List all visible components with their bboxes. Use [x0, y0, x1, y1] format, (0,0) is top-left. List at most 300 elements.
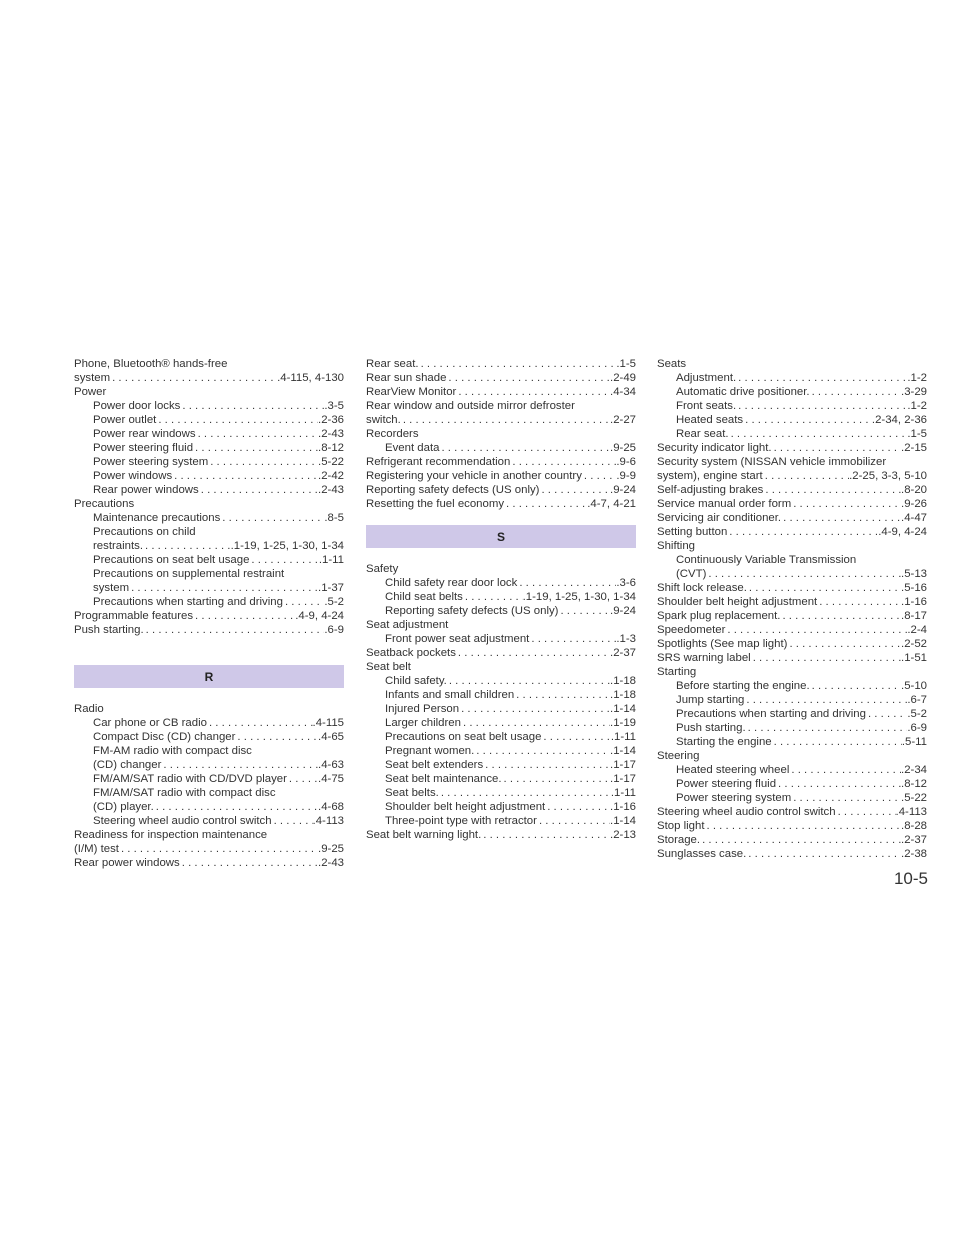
dot-leader	[463, 590, 523, 604]
entry-text: Pregnant women.	[385, 745, 475, 757]
dot-leader	[461, 716, 610, 730]
index-entry	[657, 847, 927, 861]
index-entry	[366, 618, 636, 632]
index-subentry	[74, 581, 344, 595]
index-subentry	[657, 399, 927, 413]
page-reference: .4-115	[312, 717, 344, 729]
entry-text: system	[93, 582, 130, 594]
index-subentry	[657, 791, 927, 805]
index-subentry	[74, 483, 344, 497]
index-entry	[657, 749, 927, 763]
dot-leader	[787, 637, 901, 651]
dot-leader	[817, 595, 901, 609]
entry-text: SRS warning label	[657, 652, 751, 664]
dot-leader	[744, 693, 907, 707]
index-subentry	[74, 399, 344, 413]
page-reference: .2-43	[318, 857, 344, 869]
index-subentry	[366, 688, 636, 702]
page-reference: .2-36	[318, 414, 344, 426]
entry-text: Precautions when starting and driving	[93, 596, 283, 608]
page-reference: .9-24	[610, 484, 636, 496]
entry-text: Precautions on supplemental restraint	[93, 568, 285, 580]
entry-text: Starting the engine	[676, 736, 772, 748]
page-reference: .2-34	[901, 764, 927, 776]
entry-text: Child safety.	[385, 675, 447, 687]
entry-text: Three-point type with retractor	[385, 815, 537, 827]
index-entry	[366, 455, 636, 469]
entry-text: Readiness for inspection maintenance	[74, 829, 268, 841]
entry-text: system	[74, 372, 111, 384]
index-subentry	[74, 525, 344, 539]
dot-leader	[736, 399, 907, 413]
entry-text: (CVT)	[676, 568, 707, 580]
page-reference: .1-19, 1-25, 1-30, 1-34	[522, 591, 636, 603]
index-subentry	[657, 553, 927, 567]
page-reference: .3-29	[901, 386, 927, 398]
page-reference: .4-113	[312, 815, 344, 827]
index-subentry	[366, 441, 636, 455]
dot-leader	[789, 763, 901, 777]
index-column-3	[657, 357, 927, 861]
page-reference: .5-10	[901, 680, 927, 692]
index-subentry	[74, 716, 344, 730]
index-column-1	[74, 357, 344, 870]
dot-leader	[539, 483, 610, 497]
dot-leader	[272, 814, 313, 828]
page-reference: .2-27	[610, 414, 636, 426]
entry-text: Precautions on seat belt usage	[93, 554, 250, 566]
index-subentry	[366, 730, 636, 744]
entry-text: Front power seat adjustment	[385, 633, 530, 645]
dot-leader	[481, 828, 610, 842]
page-reference: .4-68	[318, 801, 344, 813]
index-entry	[657, 623, 927, 637]
entry-text: Rear window and outside mirror defroster	[366, 400, 575, 412]
dot-leader	[401, 413, 610, 427]
entry-text: Push starting.	[74, 624, 144, 636]
page-reference: .1-17	[610, 759, 636, 771]
index-entry	[366, 828, 636, 842]
entry-text: Radio	[74, 703, 104, 715]
index-subentry	[366, 744, 636, 758]
entry-text: Child safety rear door lock	[385, 577, 518, 589]
entry-text: Power steering fluid	[93, 442, 194, 454]
page-reference: .9-26	[901, 498, 927, 510]
dot-leader	[129, 581, 318, 595]
page-reference: .1-14	[610, 815, 636, 827]
dot-leader	[746, 847, 901, 861]
dot-leader	[483, 758, 610, 772]
dot-leader	[287, 772, 318, 786]
dot-leader	[172, 469, 318, 483]
page-reference: .4-7, 4-21	[587, 498, 636, 510]
page-reference: .2-43	[318, 484, 344, 496]
entry-text: Jump starting	[676, 694, 745, 706]
index-entry	[74, 842, 344, 856]
index-entry	[657, 511, 927, 525]
index-entry	[657, 525, 927, 539]
dot-leader	[772, 735, 902, 749]
page-reference: .8-12	[318, 442, 344, 454]
entry-text: Rear seat.	[676, 428, 729, 440]
page-reference: .8-17	[901, 610, 927, 622]
index-subentry	[657, 777, 927, 791]
entry-text: Child seat belts	[385, 591, 463, 603]
page-reference: .9-9	[616, 470, 636, 482]
entry-text: Storage.	[657, 834, 701, 846]
page-reference: .6-9	[907, 722, 927, 734]
entry-text: switch.	[366, 414, 401, 426]
index-entry	[74, 497, 344, 511]
dot-leader	[582, 469, 616, 483]
entry-text: Heated seats	[676, 414, 744, 426]
page-reference: .2-13	[610, 829, 636, 841]
index-entry	[74, 609, 344, 623]
entry-text: Spark plug replacement.	[657, 610, 781, 622]
entry-text: Before starting the engine.	[676, 680, 810, 692]
entry-text: Front seats.	[676, 400, 737, 412]
dot-leader	[736, 371, 907, 385]
entry-text: Heated steering wheel	[676, 764, 790, 776]
index-subentry	[366, 716, 636, 730]
index-subentry	[366, 800, 636, 814]
entry-text: Service manual order form	[657, 498, 792, 510]
dot-leader	[144, 623, 325, 637]
entry-text: Reporting safety defects (US only)	[366, 484, 540, 496]
index-subentry	[74, 441, 344, 455]
entry-text: Adjustment.	[676, 372, 737, 384]
index-entry	[366, 646, 636, 660]
entry-text: Stop light	[657, 820, 705, 832]
dot-leader	[119, 842, 318, 856]
page-reference: .2-52	[901, 638, 927, 650]
page-reference: .5-22	[901, 792, 927, 804]
page-reference: .5-13	[901, 568, 927, 580]
entry-text: Power door locks	[93, 400, 181, 412]
index-entry	[657, 805, 927, 819]
index-entry	[366, 497, 636, 511]
page-reference: .2-49	[610, 372, 636, 384]
index-column-2	[366, 357, 636, 842]
dot-leader	[156, 413, 318, 427]
entry-text: Spotlights (See map light)	[657, 638, 788, 650]
index-entry	[657, 609, 927, 623]
entry-text: Sunglasses case.	[657, 848, 747, 860]
page-reference: .2-43	[318, 428, 344, 440]
dot-leader	[545, 800, 610, 814]
page-reference: .9-6	[616, 456, 636, 468]
page-reference: .8-12	[901, 778, 927, 790]
entry-text: Rear power windows	[74, 857, 180, 869]
page-reference: .5-2	[324, 596, 344, 608]
entry-text: Security system (NISSAN vehicle immobilizer	[657, 456, 887, 468]
entry-text: Programmable features	[74, 610, 194, 622]
dot-leader	[725, 623, 907, 637]
page-reference: .5-11	[901, 736, 927, 748]
page-reference: .9-24	[610, 605, 636, 617]
index-entry	[366, 427, 636, 441]
dot-leader	[207, 716, 313, 730]
dot-leader	[154, 800, 318, 814]
entry-text: Starting	[657, 666, 697, 678]
dot-leader	[193, 609, 295, 623]
index-subentry	[74, 511, 344, 525]
spacer	[74, 688, 344, 702]
index-entry	[657, 357, 927, 371]
page-reference: .1-16	[610, 801, 636, 813]
entry-text: Servicing air conditioner.	[657, 512, 782, 524]
page-reference: .6-9	[324, 624, 344, 636]
page-reference: .1-37	[318, 582, 344, 594]
index-entry	[366, 469, 636, 483]
index-subentry	[366, 772, 636, 786]
dot-leader	[746, 721, 908, 735]
index-entry	[366, 660, 636, 674]
page-reference: .1-14	[610, 703, 636, 715]
dot-leader	[558, 604, 610, 618]
dot-leader	[747, 581, 901, 595]
index-entry	[74, 856, 344, 870]
dot-leader	[180, 856, 318, 870]
dot-leader	[781, 511, 901, 525]
dot-leader	[529, 632, 616, 646]
index-subentry	[657, 735, 927, 749]
dot-leader	[836, 805, 896, 819]
dot-leader	[763, 469, 849, 483]
index-entry	[657, 819, 927, 833]
entry-text: Power steering system	[676, 792, 792, 804]
dot-leader	[537, 814, 610, 828]
entry-text: Precautions on seat belt usage	[385, 731, 542, 743]
entry-text: system), engine start	[657, 470, 763, 482]
entry-text: Seat belt maintenance.	[385, 773, 502, 785]
page-reference: .9-25	[318, 843, 344, 855]
index-subentry	[74, 814, 344, 828]
index-entry	[657, 665, 927, 679]
dot-leader	[283, 595, 324, 609]
page-reference: .1-3	[616, 633, 636, 645]
page-reference: .1-11	[610, 787, 636, 799]
entry-text: Infants and small children	[385, 689, 515, 701]
dot-leader	[504, 497, 587, 511]
dot-leader	[706, 567, 901, 581]
page-reference: .8-5	[324, 512, 344, 524]
entry-text: Power outlet	[93, 414, 157, 426]
index-entry	[74, 385, 344, 399]
index-entry	[366, 413, 636, 427]
dot-leader	[249, 553, 318, 567]
dot-leader	[510, 455, 616, 469]
dot-leader	[517, 576, 616, 590]
page-reference: .2-34, 2-36	[871, 414, 927, 426]
dot-leader	[541, 730, 610, 744]
index-subentry	[657, 427, 927, 441]
index-subentry	[657, 413, 927, 427]
index-entry	[366, 483, 636, 497]
entry-text: Seat belt extenders	[385, 759, 484, 771]
entry-text: Continuously Variable Transmission	[676, 554, 857, 566]
page-reference: .4-115, 4-130	[277, 372, 344, 384]
entry-text: Power rear windows	[93, 428, 196, 440]
index-subentry	[657, 567, 927, 581]
dot-leader	[776, 777, 901, 791]
page-reference: .4-113	[895, 806, 927, 818]
entry-text: Shifting	[657, 540, 695, 552]
entry-text: Seat belts.	[385, 787, 439, 799]
dot-leader	[110, 371, 277, 385]
entry-text: FM/AM/SAT radio with CD/DVD player	[93, 773, 287, 785]
page-reference: .4-9, 4-24	[295, 610, 344, 622]
dot-leader	[791, 497, 901, 511]
spacer	[366, 511, 636, 525]
dot-leader	[729, 427, 908, 441]
entry-text: Rear power windows	[93, 484, 199, 496]
page-reference: .4-34	[610, 386, 636, 398]
page-reference: .2-25, 3-3, 5-10	[849, 470, 927, 482]
spacer	[74, 651, 344, 665]
entry-text: Larger children	[385, 717, 461, 729]
index-subentry	[657, 763, 927, 777]
dot-leader	[810, 385, 901, 399]
page-reference: .1-5	[616, 358, 636, 370]
entry-text: Power	[74, 386, 107, 398]
entry-text: Precautions on child	[93, 526, 196, 538]
entry-text: Resetting the fuel economy	[366, 498, 505, 510]
entry-text: FM/AM/SAT radio with compact disc	[93, 787, 276, 799]
entry-text: Steering wheel audio control switch	[93, 815, 272, 827]
index-subentry	[657, 385, 927, 399]
index-subentry	[657, 679, 927, 693]
index-entry	[657, 441, 927, 455]
index-subentry	[74, 595, 344, 609]
spacer	[74, 637, 344, 651]
entry-text: Power steering fluid	[676, 778, 777, 790]
spacer	[366, 548, 636, 562]
entry-text: (CD) changer	[93, 759, 162, 771]
dot-leader	[419, 357, 617, 371]
entry-text: Rear seat.	[366, 358, 419, 370]
index-subentry	[74, 553, 344, 567]
entry-text: Self-adjusting brakes	[657, 484, 764, 496]
dot-leader	[810, 679, 901, 693]
entry-text: Steering	[657, 750, 700, 762]
dot-leader	[474, 744, 610, 758]
index-entry	[366, 562, 636, 576]
dot-leader	[456, 385, 610, 399]
page-reference: .8-20	[901, 484, 927, 496]
dot-leader	[459, 702, 610, 716]
index-subentry	[366, 674, 636, 688]
index-subentry	[74, 567, 344, 581]
entry-text: Seatback pockets	[366, 647, 456, 659]
index-entry	[657, 483, 927, 497]
page-reference: .1-11	[610, 731, 636, 743]
entry-text: Shoulder belt height adjustment	[385, 801, 546, 813]
dot-leader	[705, 819, 902, 833]
entry-text: Phone, Bluetooth® hands-free	[74, 358, 228, 370]
entry-text: Power steering system	[93, 456, 209, 468]
index-subentry	[74, 427, 344, 441]
index-entry	[657, 469, 927, 483]
entry-text: Reporting safety defects (US only)	[385, 605, 559, 617]
index-subentry	[366, 814, 636, 828]
page-reference: .1-2	[907, 400, 927, 412]
index-subentry	[657, 693, 927, 707]
entry-text: Precautions when starting and driving	[676, 708, 866, 720]
dot-leader	[196, 427, 318, 441]
index-subentry	[366, 632, 636, 646]
page-reference: .2-38	[901, 848, 927, 860]
entry-text: restraints.	[93, 540, 144, 552]
page-reference: .2-15	[901, 442, 927, 454]
index-subentry	[657, 371, 927, 385]
entry-text: Refrigerant recommendation	[366, 456, 511, 468]
page-reference: .6-7	[907, 694, 927, 706]
entry-text: Safety	[366, 563, 399, 575]
entry-text: Seat belt	[366, 661, 411, 673]
dot-leader	[763, 483, 901, 497]
index-entry	[657, 637, 927, 651]
entry-text: Seats	[657, 358, 687, 370]
index-entry	[657, 455, 927, 469]
page-reference: .4-65	[318, 731, 344, 743]
dot-leader	[439, 441, 610, 455]
index-subentry	[366, 786, 636, 800]
section-letter-header: S	[366, 525, 636, 548]
index-subentry	[74, 758, 344, 772]
index-entry	[74, 357, 344, 371]
entry-text: Seat adjustment	[366, 619, 449, 631]
dot-leader	[220, 511, 324, 525]
index-subentry	[366, 576, 636, 590]
entry-text: Speedometer	[657, 624, 726, 636]
entry-text: Automatic drive positioner.	[676, 386, 810, 398]
dot-leader	[447, 674, 610, 688]
entry-text: Rear sun shade	[366, 372, 447, 384]
index-subentry	[74, 772, 344, 786]
page-reference: .1-19	[610, 717, 636, 729]
dot-leader	[456, 646, 610, 660]
entry-text: Setting button	[657, 526, 728, 538]
page-reference: .5-16	[901, 582, 927, 594]
page-number: 10-5	[893, 869, 928, 888]
dot-leader	[772, 441, 901, 455]
entry-text: Injured Person	[385, 703, 460, 715]
entry-text: Recorders	[366, 428, 419, 440]
page-reference: .4-47	[901, 512, 927, 524]
page-reference: .2-4	[907, 624, 927, 636]
index-entry	[657, 651, 927, 665]
entry-text: Registering your vehicle in another country	[366, 470, 582, 482]
page-reference: .8-28	[901, 820, 927, 832]
index-subentry	[366, 604, 636, 618]
dot-leader	[199, 483, 318, 497]
page-reference: .1-17	[610, 773, 636, 785]
dot-leader	[866, 707, 907, 721]
index-entry	[366, 399, 636, 413]
index-subentry	[74, 744, 344, 758]
dot-leader	[791, 791, 901, 805]
dot-leader	[751, 651, 901, 665]
dot-leader	[143, 539, 231, 553]
index-entry	[657, 497, 927, 511]
index-subentry	[74, 413, 344, 427]
page-reference: .4-63	[318, 759, 344, 771]
dot-leader	[161, 758, 318, 772]
index-entry	[657, 833, 927, 847]
entry-text: Steering wheel audio control switch	[657, 806, 836, 818]
entry-text: Precautions	[74, 498, 135, 510]
